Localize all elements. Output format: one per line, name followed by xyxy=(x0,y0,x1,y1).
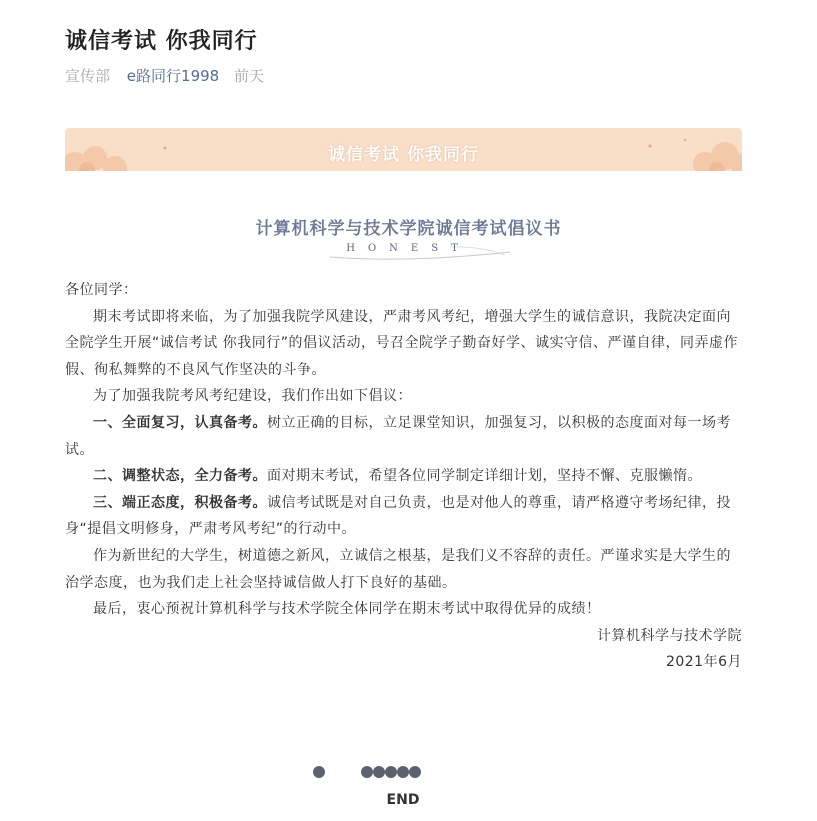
proposal-item xyxy=(65,463,742,490)
intro-paragraph: 期末考试即将来临，为了加强我院学风建设，严肃考风考纪，增强大学生的诚信意识，我院决定面向全院学生开展“诚信考试 你我同行”的倡议活动，号召全院学子勤奋好学、诚实守信、严谨自律，同弄虚作假、徇私舞弊的不良风气作坚决的斗争。 xyxy=(65,308,738,378)
header-banner xyxy=(65,128,742,171)
author-department: 宣传部 xyxy=(65,67,111,85)
body-paragraph: 作为新世纪的大学生，树道德之新风，立诚信之根基，是我们义不容辞的责任。严谨求实是大学生的治学态度，也为我们走上社会坚持诚信做人打下良好的基础。 xyxy=(65,547,731,591)
proposal-item xyxy=(65,410,742,463)
proposal-item-title: 二、调整状态，全力备考。 xyxy=(93,468,267,485)
banner-title: 诚信考试 你我同行 xyxy=(328,145,479,165)
closing-paragraph: 最后，衷心预祝计算机科学与技术学院全体同学在期末考试中取得优异的成绩！ xyxy=(93,601,601,618)
proposal-heading: 计算机科学与技术学院诚信考试倡议书 xyxy=(255,219,562,239)
article-title: 诚信考试 你我同行 xyxy=(65,29,258,54)
publish-time: 前天 xyxy=(233,67,264,85)
proposal-item-text: 诚信考试既是对自己负责，也是对他人的尊重，请严格遵守考场纪律，投身“提倡文明修身，严肃考风考纪”的行动中。 xyxy=(65,494,731,538)
greeting: 各位同学： xyxy=(65,282,138,298)
date: 2021年6月 xyxy=(665,654,742,671)
honest-text: HONEST xyxy=(346,243,471,254)
lead-paragraph: 为了加强我院考风考纪建设，我们作出如下倡议： xyxy=(93,388,412,405)
proposal-item-text: 面对期末考试，希望各位同学制定详细计划，坚持不懈、克服懒惰。 xyxy=(267,468,702,485)
end-marker: END xyxy=(386,792,420,808)
proposal-item-title: 一、全面复习，认真备考。 xyxy=(93,414,267,431)
signature: 计算机科学与技术学院 xyxy=(597,627,742,644)
proposal-item xyxy=(65,490,742,543)
honest-subheading xyxy=(300,243,517,263)
dots-divider-icon xyxy=(0,762,817,782)
article-meta xyxy=(65,66,264,86)
article-body xyxy=(65,277,742,676)
proposal-item-text: 树立正确的目标，立足课堂知识，加强复习，以积极的态度面对每一场考试。 xyxy=(65,414,731,458)
account-name-link[interactable]: e路同行1998 xyxy=(126,67,220,85)
proposal-item-title: 三、端正态度，积极备考。 xyxy=(93,494,267,511)
